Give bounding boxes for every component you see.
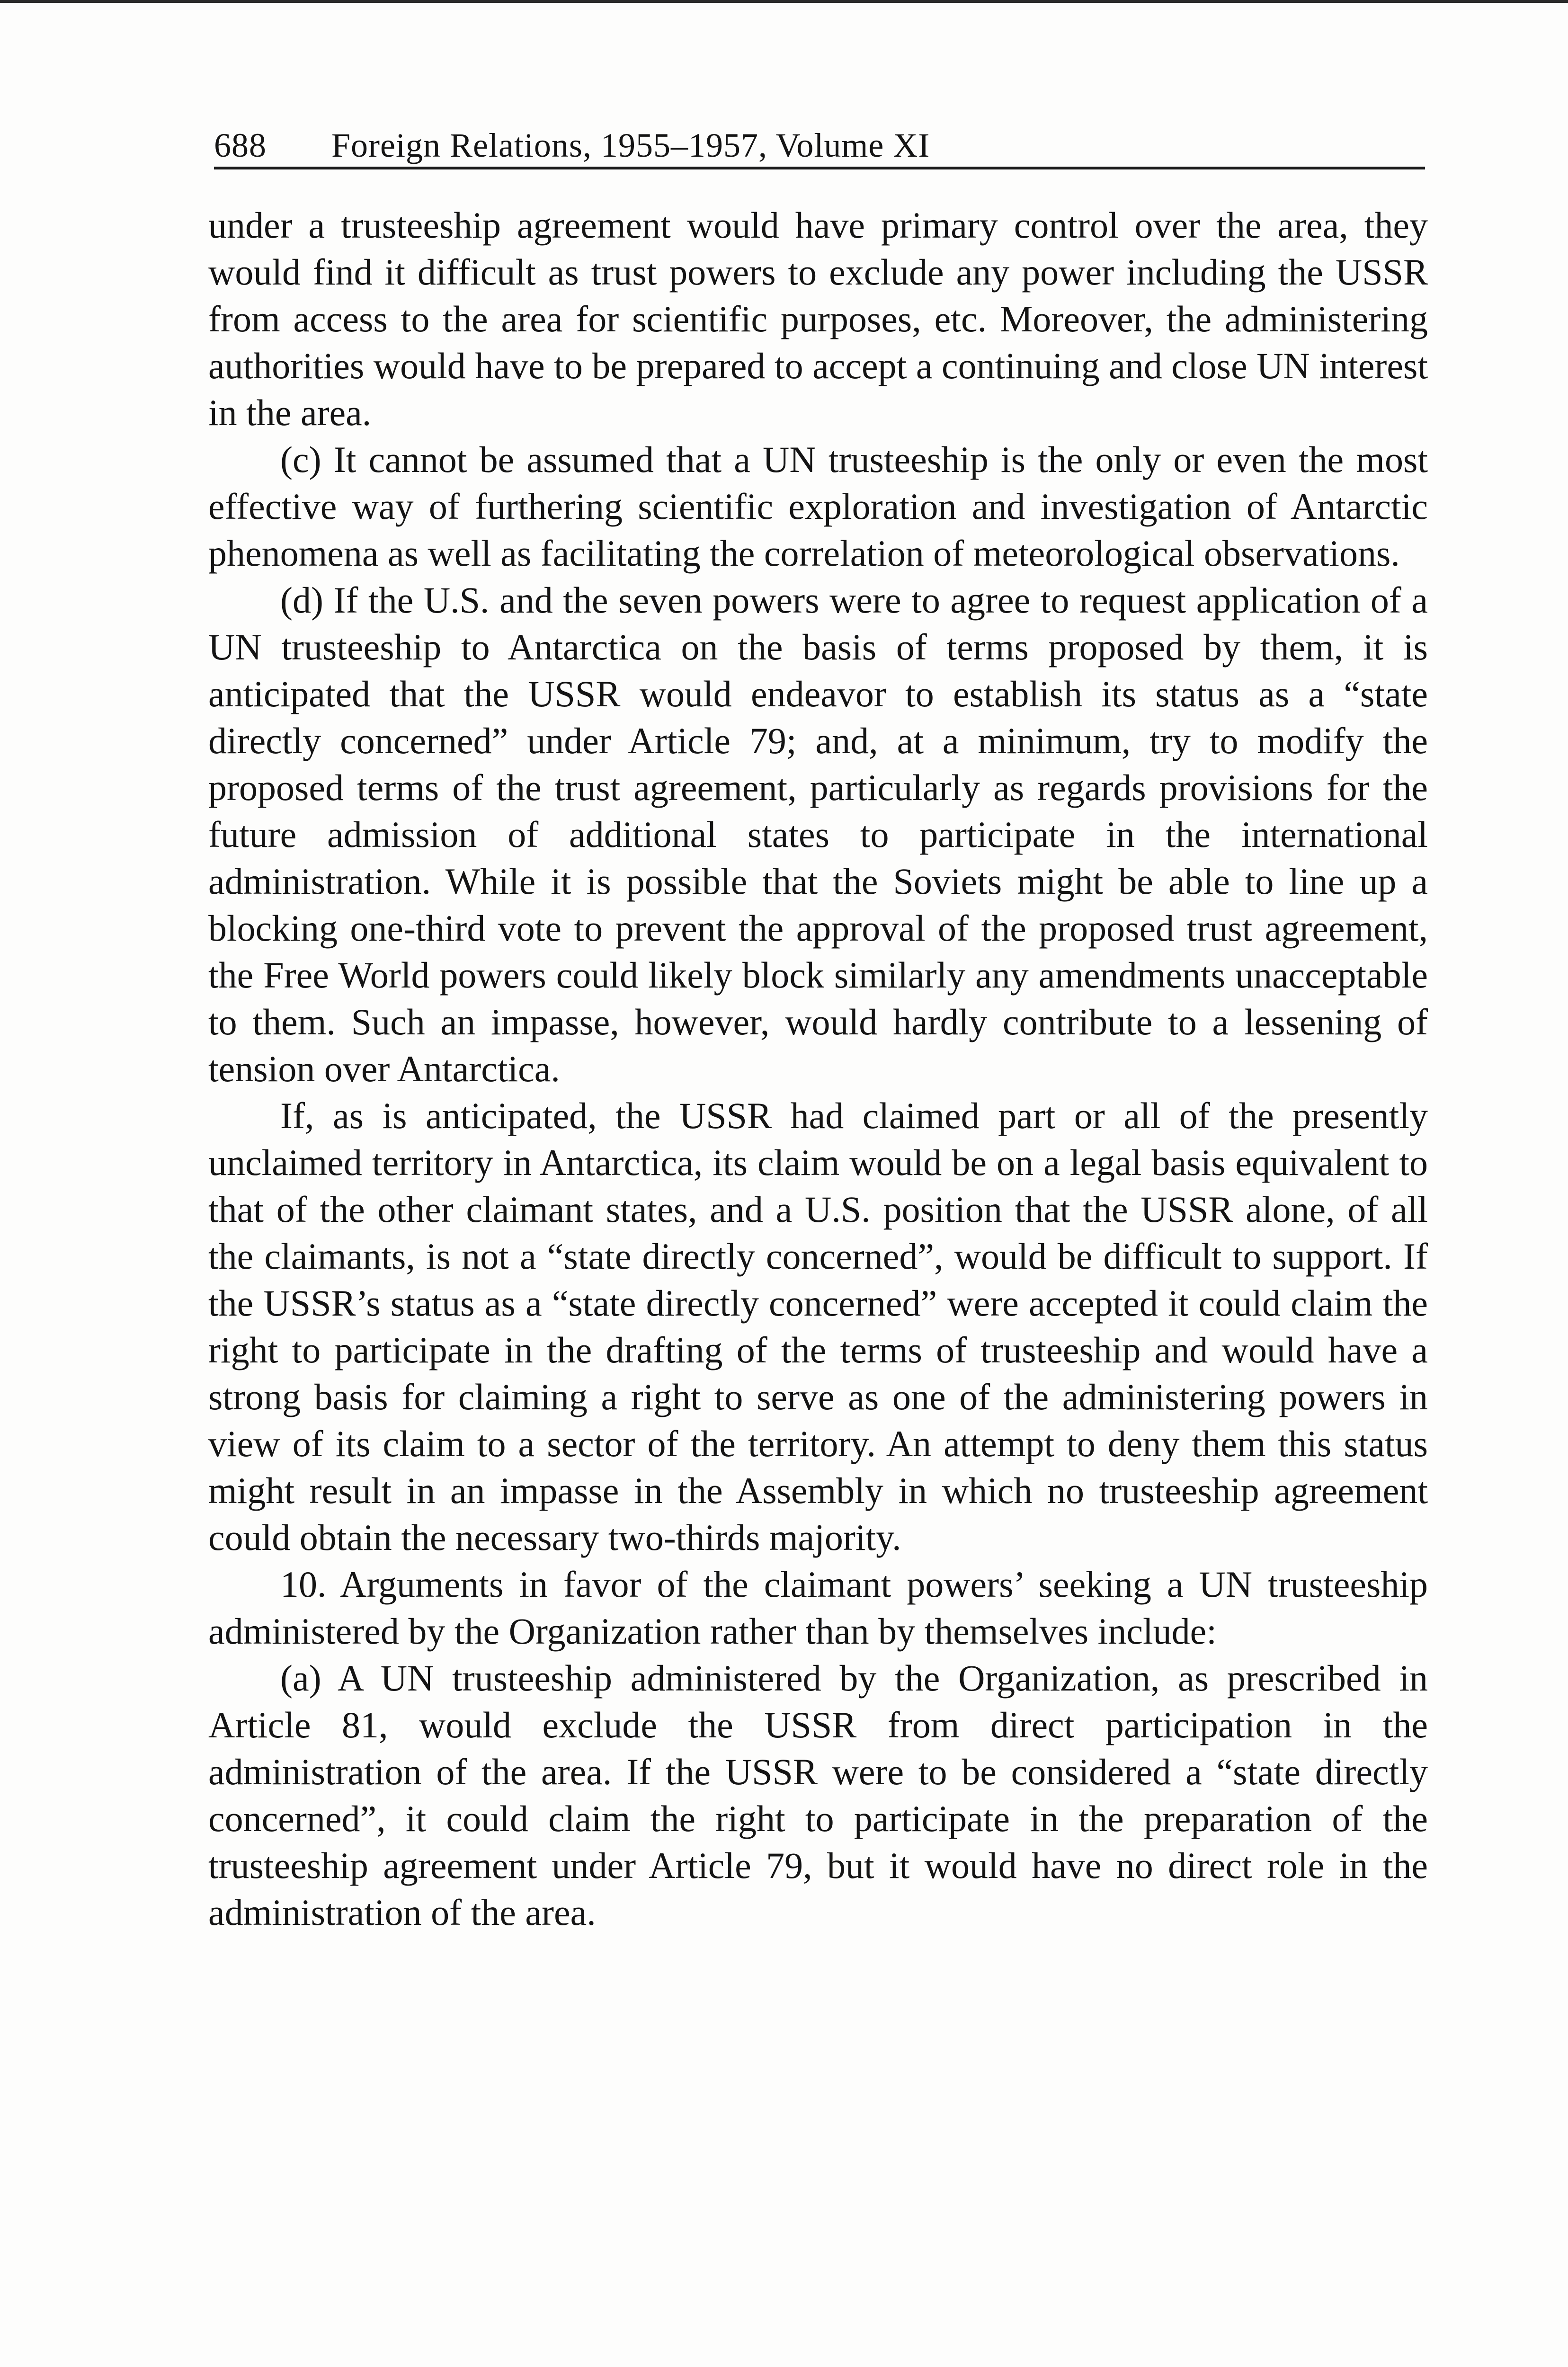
paragraph-10a: (a) A UN trusteeship administered by the Organization, as prescribed in Article 81, would exclude the USSR from direct participation in the administration of the area. If the USSR were to be considered a “state directly concerned”, it could claim the right to participate in the preparation of the trusteeship agreement under Article 79, but it would have no direct role in the administration of the area. <box>208 1657 1428 1933</box>
paragraph-10: 10. Arguments in favor of the claimant powers’ seeking a UN trusteeship administered by the Organization rather than by themselves include: <box>208 1564 1428 1652</box>
paragraph-ussr-claim: If, as is anticipated, the USSR had claimed part or all of the presently unclaimed territory in Antarctica, its claim would be on a legal basis equivalent to that of the other claimant states, and a U.S. position that the USSR alone, of all the claimants, is not a “state directly concerned”, would be difficult to support. If the USSR’s status as a “state directly concerned” were accepted it could claim the right to participate in the drafting of the terms of trusteeship and would have a strong basis for claiming a right to serve as one of the administering powers in view of its claim to a sector of the territory. An attempt to deny them this status might result in an impasse in the Assembly in which no trusteeship agreement could obtain the necessary two-thirds majority. <box>208 1095 1428 1558</box>
paragraph-continuation: under a trusteeship agreement would have primary control over the area, they would find it difficult as trust powers to exclude any power including the USSR from access to the area for scientific purposes, etc. Moreover, the administering authorities would have to be prepared to accept a continuing and close UN interest in the area. <box>208 205 1428 433</box>
running-title: Foreign Relations, 1955–1957, Volume XI <box>331 126 930 164</box>
paragraph-d: (d) If the U.S. and the seven powers were to agree to request application of a UN trusteeship to Antarctica on the basis of terms proposed by them, it is anticipated that the USSR would endeavor to establish its status as a “state directly concerned” under Article 79; and, at a minimum, try to modify the proposed terms of the trust agreement, particularly as regards provisions for the future admission of additional states to participate in the international administration. While it is possible that the Soviets might be able to line up a blocking one-third vote to prevent the approval of the proposed trust agreement, the Free World powers could likely block similarly any amendments unacceptable to them. Such an impasse, however, would hardly contribute to a lessening of tension over Antarctica. <box>208 579 1428 1089</box>
running-head <box>214 114 1425 169</box>
paragraph-c: (c) It cannot be assumed that a UN trusteeship is the only or even the most effective way of furthering scientific exploration and investigation of Antarctic phenomena as well as facilitating the correlation of meteorological observations. <box>208 439 1428 574</box>
page-number: 688 <box>214 126 267 164</box>
top-edge-rule <box>0 0 1568 3</box>
body-text <box>208 202 1428 1936</box>
